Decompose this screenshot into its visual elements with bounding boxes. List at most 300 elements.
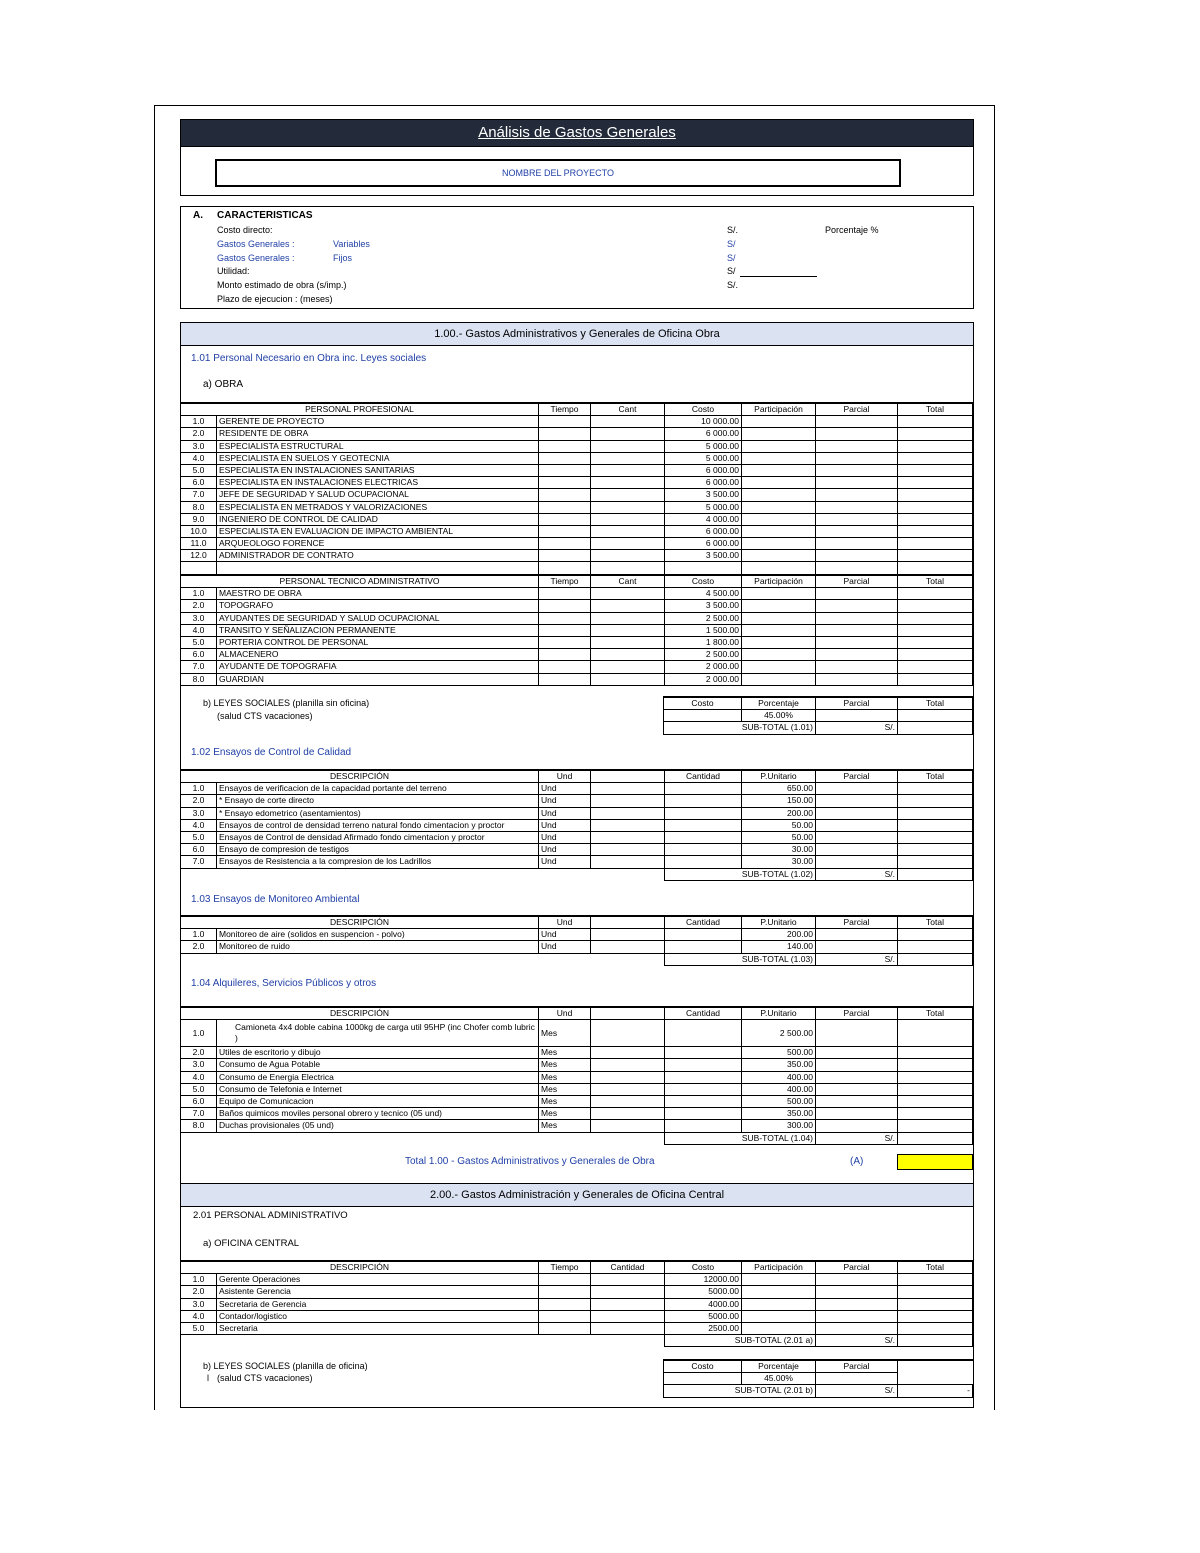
total-cell[interactable] [898, 612, 973, 624]
col-cant: Cant [591, 403, 665, 416]
parcial-cell[interactable] [816, 525, 898, 537]
leyes-parcial-cell[interactable] [816, 710, 898, 722]
tiempo-cell[interactable] [539, 612, 591, 624]
parcial-cell[interactable] [816, 1310, 898, 1322]
total-cell[interactable] [898, 452, 973, 464]
total-cell[interactable] [898, 795, 973, 807]
tiempo-cell[interactable] [539, 1322, 591, 1334]
total-cell[interactable] [898, 1274, 973, 1286]
item-number: 3.0 [181, 1298, 217, 1310]
punitario-cell[interactable]: 30.00 [742, 844, 816, 856]
punitario-cell[interactable]: 200.00 [742, 929, 816, 941]
punitario-cell[interactable]: 500.00 [742, 1047, 816, 1059]
parcial-cell[interactable] [816, 783, 898, 795]
leyes2-empty [898, 1373, 973, 1385]
cantidad-cell[interactable] [665, 1059, 742, 1071]
total-cell[interactable] [898, 416, 973, 428]
item-description: * Ensayo edometrico (asentamientos) [217, 807, 539, 819]
costo-cell[interactable]: 2 000.00 [665, 673, 742, 685]
costo-cell[interactable]: 1 800.00 [665, 636, 742, 648]
cant-cell[interactable] [591, 489, 665, 501]
participacion-cell[interactable] [742, 1274, 816, 1286]
parcial-cell[interactable] [816, 1059, 898, 1071]
table-row [181, 929, 973, 941]
costo-cell[interactable]: 6 000.00 [665, 464, 742, 476]
participacion-cell[interactable] [742, 440, 816, 452]
total-cell[interactable] [898, 941, 973, 953]
item-description: Ensayos de Resistencia a la compresion de los Ladrillos [217, 856, 539, 868]
project-name[interactable]: NOMBRE DEL PROYECTO [215, 159, 901, 187]
table-row [181, 1095, 973, 1107]
parcial-cell[interactable] [816, 440, 898, 452]
punitario-cell[interactable]: 300.00 [742, 1120, 816, 1132]
total-cell[interactable] [898, 783, 973, 795]
parcial-cell[interactable] [816, 452, 898, 464]
costo-cell[interactable]: 12000.00 [665, 1274, 742, 1286]
subtotal-value[interactable] [898, 953, 973, 965]
cantidad-cell[interactable] [665, 1020, 742, 1047]
punitario-cell[interactable]: 30.00 [742, 856, 816, 868]
parcial-cell[interactable] [816, 1286, 898, 1298]
total-cell[interactable] [898, 1108, 973, 1120]
total-cell[interactable] [898, 428, 973, 440]
table-row [181, 612, 973, 624]
tiempo-cell[interactable] [539, 501, 591, 513]
cantidad-cell[interactable] [665, 831, 742, 843]
punitario-cell[interactable]: 400.00 [742, 1083, 816, 1095]
total-cell[interactable] [898, 1286, 973, 1298]
blank-cell[interactable] [181, 562, 217, 574]
costo-cell[interactable]: 2 500.00 [665, 612, 742, 624]
participacion-cell[interactable] [742, 416, 816, 428]
total-cell[interactable] [898, 1020, 973, 1047]
punitario-cell[interactable]: 500.00 [742, 1095, 816, 1107]
tiempo-cell[interactable] [539, 440, 591, 452]
blank-cell[interactable] [217, 562, 539, 574]
cantidad-cell[interactable] [591, 1310, 665, 1322]
costo-cell[interactable]: 2 000.00 [665, 661, 742, 673]
parcial-cell[interactable] [816, 1071, 898, 1083]
parcial-cell[interactable] [816, 612, 898, 624]
parcial-cell[interactable] [816, 649, 898, 661]
table-row [181, 636, 973, 648]
col-parcial: Parcial [816, 403, 898, 416]
tiempo-cell[interactable] [539, 673, 591, 685]
cant-cell[interactable] [591, 513, 665, 525]
total-cell[interactable] [898, 588, 973, 600]
costo-cell[interactable]: 5 000.00 [665, 440, 742, 452]
subtotal-value[interactable] [898, 868, 973, 880]
blank-cell[interactable] [591, 783, 665, 795]
table-row [181, 489, 973, 501]
item-description: Ensayos de verificacion de la capacidad portante del terreno [217, 783, 539, 795]
parcial-cell[interactable] [816, 477, 898, 489]
participacion-cell[interactable] [742, 464, 816, 476]
blank-cell[interactable] [898, 562, 973, 574]
cant-cell[interactable] [591, 673, 665, 685]
cantidad-cell[interactable] [665, 844, 742, 856]
punitario-cell[interactable]: 400.00 [742, 1071, 816, 1083]
total-cell[interactable] [898, 636, 973, 648]
cant-cell[interactable] [591, 649, 665, 661]
tiempo-cell[interactable] [539, 513, 591, 525]
total-cell[interactable] [898, 1059, 973, 1071]
total-cell[interactable] [898, 673, 973, 685]
cant-cell[interactable] [591, 538, 665, 550]
tiempo-cell[interactable] [539, 1310, 591, 1322]
item-description: Camioneta 4x4 doble cabina 1000kg de carga util 95HP (inc Chofer comb lubric ) [217, 1020, 539, 1047]
total-cell[interactable] [898, 831, 973, 843]
costo-cell[interactable]: 3 500.00 [665, 550, 742, 562]
costo-cell[interactable]: 3 500.00 [665, 489, 742, 501]
tiempo-cell[interactable] [539, 477, 591, 489]
cantidad-cell[interactable] [665, 783, 742, 795]
total-cell[interactable] [898, 844, 973, 856]
participacion-cell[interactable] [742, 661, 816, 673]
ensayos-header-row [181, 770, 973, 783]
tiempo-cell[interactable] [539, 538, 591, 550]
total-cell[interactable] [898, 1298, 973, 1310]
participacion-cell[interactable] [742, 624, 816, 636]
blank-cell[interactable] [591, 1071, 665, 1083]
tiempo-cell[interactable] [539, 428, 591, 440]
parcial-cell[interactable] [816, 819, 898, 831]
punitario-cell[interactable]: 650.00 [742, 783, 816, 795]
parcial-cell[interactable] [816, 428, 898, 440]
cantidad-cell[interactable] [665, 929, 742, 941]
subtotal-value[interactable] [898, 1335, 973, 1347]
subtotal-spacer [181, 1335, 665, 1347]
participacion-cell[interactable] [742, 513, 816, 525]
punitario-cell[interactable]: 150.00 [742, 795, 816, 807]
participacion-cell[interactable] [742, 477, 816, 489]
participacion-cell[interactable] [742, 1310, 816, 1322]
participacion-cell[interactable] [742, 588, 816, 600]
parcial-cell[interactable] [816, 941, 898, 953]
total-cell[interactable] [898, 1310, 973, 1322]
punitario-cell[interactable]: 2 500.00 [742, 1020, 816, 1047]
item-number: 1.0 [181, 929, 217, 941]
cant-cell[interactable] [591, 452, 665, 464]
punitario-cell[interactable]: 50.00 [742, 819, 816, 831]
participacion-cell[interactable] [742, 428, 816, 440]
leyes2-parcial-cell[interactable] [816, 1373, 898, 1385]
punitario-cell[interactable]: 350.00 [742, 1108, 816, 1120]
blank-cell[interactable] [816, 562, 898, 574]
participacion-cell[interactable] [742, 525, 816, 537]
table-row [181, 844, 973, 856]
total-cell[interactable] [898, 440, 973, 452]
cant-cell[interactable] [591, 550, 665, 562]
parcial-cell[interactable] [816, 501, 898, 513]
parcial-cell[interactable] [816, 1020, 898, 1047]
tiempo-cell[interactable] [539, 489, 591, 501]
costo-cell[interactable]: 4 000.00 [665, 513, 742, 525]
parcial-cell[interactable] [816, 464, 898, 476]
leyes2-pct[interactable]: 45.00% [742, 1373, 816, 1385]
total-cell[interactable] [898, 1071, 973, 1083]
tiempo-cell[interactable] [539, 661, 591, 673]
blank-cell[interactable] [591, 819, 665, 831]
cant-cell[interactable] [591, 588, 665, 600]
total-cell[interactable] [898, 464, 973, 476]
blank-cell[interactable] [591, 562, 665, 574]
parcial-cell[interactable] [816, 1120, 898, 1132]
tiempo-cell[interactable] [539, 1274, 591, 1286]
participacion-cell[interactable] [742, 550, 816, 562]
parcial-cell[interactable] [816, 1274, 898, 1286]
parcial-cell[interactable] [816, 795, 898, 807]
parcial-cell[interactable] [816, 856, 898, 868]
cantidad-cell[interactable] [665, 1120, 742, 1132]
parcial-cell[interactable] [816, 489, 898, 501]
blank-cell[interactable] [591, 1020, 665, 1047]
cant-cell[interactable] [591, 440, 665, 452]
cantidad-cell[interactable] [665, 795, 742, 807]
total-cell[interactable] [898, 1047, 973, 1059]
cantidad-cell[interactable] [665, 1095, 742, 1107]
tiempo-cell[interactable] [539, 649, 591, 661]
leyes2-costo-cell[interactable] [664, 1373, 742, 1385]
item-number: 7.0 [181, 661, 217, 673]
punitario-cell[interactable]: 200.00 [742, 807, 816, 819]
blank-cell[interactable] [591, 807, 665, 819]
col-tiempo: Tiempo [539, 403, 591, 416]
table-row [181, 1071, 973, 1083]
parcial-cell[interactable] [816, 661, 898, 673]
total-cell[interactable] [898, 1083, 973, 1095]
leyes2-header-row [664, 1360, 973, 1373]
table-row [181, 819, 973, 831]
und-cell: Mes [539, 1095, 591, 1107]
participacion-cell[interactable] [742, 673, 816, 685]
col-participacion: Participación [742, 403, 816, 416]
blank-cell[interactable] [591, 844, 665, 856]
participacion-cell[interactable] [742, 649, 816, 661]
cantidad-cell[interactable] [591, 1286, 665, 1298]
parcial-cell[interactable] [816, 513, 898, 525]
participacion-cell[interactable] [742, 538, 816, 550]
parcial-cell[interactable] [816, 673, 898, 685]
blank-cell[interactable] [591, 1108, 665, 1120]
blank-cell[interactable] [665, 562, 742, 574]
punitario-cell[interactable]: 50.00 [742, 831, 816, 843]
total-cell[interactable] [898, 649, 973, 661]
participacion-cell[interactable] [742, 636, 816, 648]
participacion-cell[interactable] [742, 1298, 816, 1310]
cant-cell[interactable] [591, 600, 665, 612]
total-cell[interactable] [898, 807, 973, 819]
total-cell[interactable] [898, 1095, 973, 1107]
total-cell[interactable] [898, 1120, 973, 1132]
parcial-cell[interactable] [816, 588, 898, 600]
parcial-cell[interactable] [816, 624, 898, 636]
parcial-cell[interactable] [816, 844, 898, 856]
total-cell[interactable] [898, 1322, 973, 1334]
parcial-cell[interactable] [816, 1083, 898, 1095]
item-number: 4.0 [181, 452, 217, 464]
cantidad-cell[interactable] [665, 1071, 742, 1083]
total-cell[interactable] [898, 819, 973, 831]
participacion-cell[interactable] [742, 612, 816, 624]
costo-cell[interactable]: 2 500.00 [665, 649, 742, 661]
sub101-value[interactable] [898, 722, 973, 734]
tiempo-cell[interactable] [539, 1286, 591, 1298]
cant-cell[interactable] [591, 661, 665, 673]
costo-cell[interactable]: 2500.00 [665, 1322, 742, 1334]
costo-cell[interactable]: 6 000.00 [665, 525, 742, 537]
leyes-total-cell[interactable] [898, 710, 973, 722]
parcial-cell[interactable] [816, 1298, 898, 1310]
col-descripcion: DESCRIPCIÓN [181, 1261, 539, 1274]
blank-cell[interactable] [591, 1047, 665, 1059]
tiempo-cell[interactable] [539, 550, 591, 562]
participacion-cell[interactable] [742, 600, 816, 612]
parcial-cell[interactable] [816, 538, 898, 550]
tiempo-cell[interactable] [539, 600, 591, 612]
cantidad-cell[interactable] [665, 1083, 742, 1095]
parcial-cell[interactable] [816, 831, 898, 843]
costo-cell[interactable]: 5000.00 [665, 1310, 742, 1322]
cant-cell[interactable] [591, 501, 665, 513]
cant-cell[interactable] [591, 416, 665, 428]
parcial-cell[interactable] [816, 1322, 898, 1334]
table-row [181, 1274, 973, 1286]
participacion-cell[interactable] [742, 452, 816, 464]
col-parcial: Parcial [816, 770, 898, 783]
item-number: 4.0 [181, 819, 217, 831]
tiempo-cell[interactable] [539, 416, 591, 428]
cant-cell[interactable] [591, 477, 665, 489]
item-description: ALMACENERO [217, 649, 539, 661]
cant-cell[interactable] [591, 624, 665, 636]
blank-cell[interactable] [591, 929, 665, 941]
blank-cell[interactable] [591, 1120, 665, 1132]
blank-cell[interactable] [742, 562, 816, 574]
total-cell[interactable] [898, 525, 973, 537]
parcial-cell[interactable] [816, 929, 898, 941]
cant-cell[interactable] [591, 428, 665, 440]
tiempo-cell[interactable] [539, 452, 591, 464]
title-bar [180, 119, 974, 147]
cantidad-cell[interactable] [665, 807, 742, 819]
total-cell[interactable] [898, 661, 973, 673]
costo-cell[interactable]: 5 000.00 [665, 452, 742, 464]
total-cell[interactable] [898, 513, 973, 525]
item-number: 1.0 [181, 416, 217, 428]
und-cell: Und [539, 941, 591, 953]
total-cell[interactable] [898, 489, 973, 501]
participacion-cell[interactable] [742, 1286, 816, 1298]
participacion-cell[interactable] [742, 1322, 816, 1334]
total-cell[interactable] [898, 856, 973, 868]
cantidad-cell[interactable] [665, 1108, 742, 1120]
leyes-pct[interactable]: 45.00% [742, 710, 816, 722]
costo-cell[interactable]: 3 500.00 [665, 600, 742, 612]
sub201b-value[interactable]: - [898, 1385, 973, 1397]
parcial-cell[interactable] [816, 1047, 898, 1059]
costo-cell[interactable]: 10 000.00 [665, 416, 742, 428]
participacion-cell[interactable] [742, 501, 816, 513]
costo-cell[interactable]: 6 000.00 [665, 428, 742, 440]
cant-cell[interactable] [591, 612, 665, 624]
tiempo-cell[interactable] [539, 1298, 591, 1310]
costo-cell[interactable]: 5000.00 [665, 1286, 742, 1298]
punitario-cell[interactable]: 140.00 [742, 941, 816, 953]
col-total: Total [898, 575, 973, 588]
blank-cell[interactable] [591, 795, 665, 807]
participacion-cell[interactable] [742, 489, 816, 501]
table-row [181, 1108, 973, 1120]
blank-cell[interactable] [591, 856, 665, 868]
blank-cell[interactable] [591, 1083, 665, 1095]
table-row [181, 1310, 973, 1322]
tiempo-cell[interactable] [539, 464, 591, 476]
total-cell[interactable] [898, 550, 973, 562]
total-cell[interactable] [898, 624, 973, 636]
costo-cell[interactable]: 5 000.00 [665, 501, 742, 513]
cant-cell[interactable] [591, 636, 665, 648]
parcial-cell[interactable] [816, 416, 898, 428]
cantidad-cell[interactable] [665, 941, 742, 953]
total-cell[interactable] [898, 929, 973, 941]
parcial-cell[interactable] [816, 600, 898, 612]
parcial-cell[interactable] [816, 807, 898, 819]
parcial-cell[interactable] [816, 1095, 898, 1107]
cant-cell[interactable] [591, 525, 665, 537]
parcial-cell[interactable] [816, 636, 898, 648]
tiempo-cell[interactable] [539, 624, 591, 636]
costo-cell[interactable]: 1 500.00 [665, 624, 742, 636]
total-cell[interactable] [898, 538, 973, 550]
blank-cell[interactable] [539, 562, 591, 574]
total-cell[interactable] [898, 477, 973, 489]
blank-cell[interactable] [591, 941, 665, 953]
tiempo-cell[interactable] [539, 525, 591, 537]
total-100-value[interactable] [897, 1154, 973, 1170]
subtotal-currency: S/. [816, 953, 898, 965]
costo-cell[interactable]: 6 000.00 [665, 538, 742, 550]
subtotal-spacer [181, 953, 665, 965]
subtotal-label: SUB-TOTAL (1.04) [665, 1132, 816, 1144]
cantidad-cell[interactable] [591, 1298, 665, 1310]
leyes-costo-cell[interactable] [664, 710, 742, 722]
total-cell[interactable] [898, 501, 973, 513]
subtotal-value[interactable] [898, 1132, 973, 1144]
parcial-cell[interactable] [816, 1108, 898, 1120]
tiempo-cell[interactable] [539, 588, 591, 600]
cantidad-cell[interactable] [591, 1322, 665, 1334]
col-tiempo: Tiempo [539, 575, 591, 588]
und-cell: Mes [539, 1047, 591, 1059]
costo-cell[interactable]: 6 000.00 [665, 477, 742, 489]
cantidad-cell[interactable] [665, 819, 742, 831]
total-cell[interactable] [898, 600, 973, 612]
costo-cell[interactable]: 4 500.00 [665, 588, 742, 600]
punitario-cell[interactable]: 350.00 [742, 1059, 816, 1071]
parcial-cell[interactable] [816, 550, 898, 562]
blank-cell[interactable] [591, 831, 665, 843]
cantidad-cell[interactable] [665, 856, 742, 868]
costo-cell[interactable]: 4000.00 [665, 1298, 742, 1310]
item-number: 8.0 [181, 1120, 217, 1132]
cantidad-cell[interactable] [591, 1274, 665, 1286]
cant-cell[interactable] [591, 464, 665, 476]
blank-cell[interactable] [591, 1059, 665, 1071]
cantidad-cell[interactable] [665, 1047, 742, 1059]
blank-cell[interactable] [591, 1095, 665, 1107]
tiempo-cell[interactable] [539, 636, 591, 648]
